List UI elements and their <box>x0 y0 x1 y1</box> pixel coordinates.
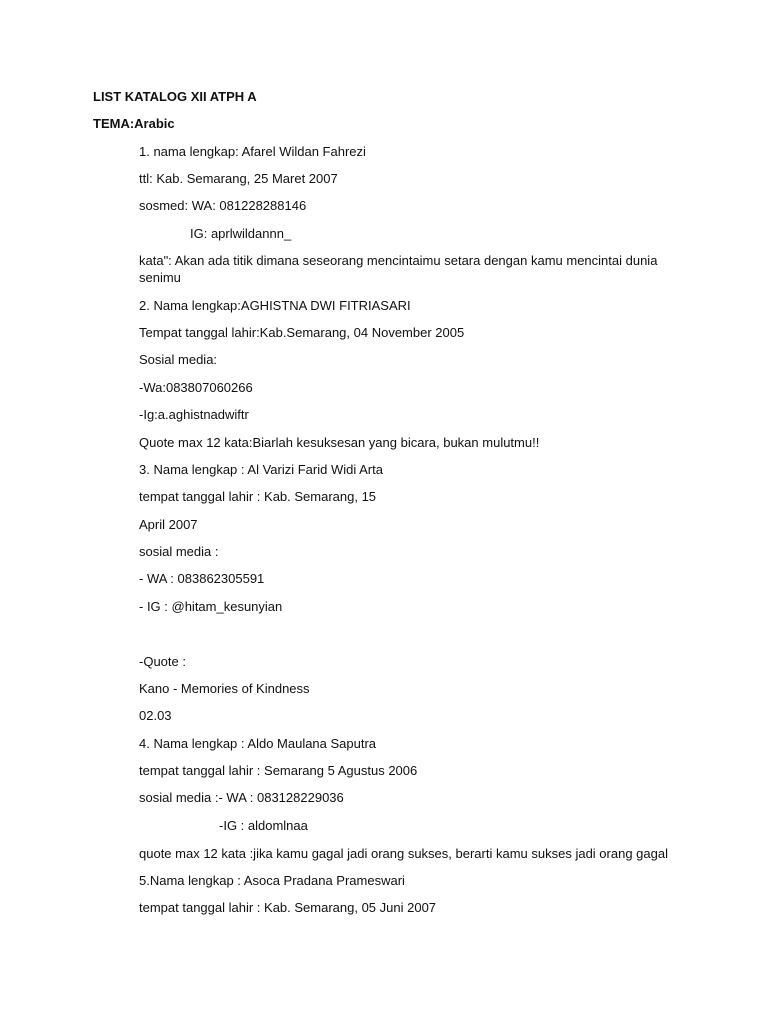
document-title: LIST KATALOG XII ATPH A <box>93 89 257 104</box>
entry-2-whatsapp: -Wa:083807060266 <box>139 380 253 395</box>
entry-4-birth: tempat tanggal lahir : Semarang 5 Agustus 2006 <box>139 763 418 778</box>
entry-1-name: 1. nama lengkap: Afarel Wildan Fahrezi <box>139 144 366 159</box>
entry-2-name: 2. Nama lengkap:AGHISTNA DWI FITRIASARI <box>139 298 411 313</box>
entry-3-instagram: - IG : @hitam_kesunyian <box>139 599 283 614</box>
entry-4-whatsapp: sosial media :- WA : 083128229036 <box>139 790 344 805</box>
entry-1-whatsapp: sosmed: WA: 081228288146 <box>139 198 307 213</box>
entry-2-instagram: -Ig:a.aghistnadwiftr <box>139 407 249 422</box>
entry-3-birth-cont: April 2007 <box>139 517 198 532</box>
entry-4-instagram: -IG : aldomlnaa <box>219 818 308 833</box>
entry-2-social-label: Sosial media: <box>139 352 218 367</box>
entry-3-quote-label: -Quote : <box>139 654 186 669</box>
document-theme: TEMA:Arabic <box>93 116 175 131</box>
entry-3-name: 3. Nama lengkap : Al Varizi Farid Widi Arta <box>139 462 383 477</box>
entry-4-name: 4. Nama lengkap : Aldo Maulana Saputra <box>139 736 377 751</box>
entry-3-birth: tempat tanggal lahir : Kab. Semarang, 15 <box>139 489 377 504</box>
entry-3-quote-time: 02.03 <box>139 708 172 723</box>
entry-3-quote: Kano - Memories of Kindness <box>139 681 310 696</box>
entry-1-birth: ttl: Kab. Semarang, 25 Maret 2007 <box>139 171 338 186</box>
entry-1-instagram: IG: aprlwildannn_ <box>190 226 292 241</box>
entry-5-birth: tempat tanggal lahir : Kab. Semarang, 05 Juni 2007 <box>139 900 437 915</box>
entry-5-name: 5.Nama lengkap : Asoca Pradana Prameswari <box>139 873 405 888</box>
entry-3-social-label: sosial media : <box>139 544 219 559</box>
entry-1-quote: kata": Akan ada titik dimana seseorang mencintaimu setara dengan kamu mencintai dunia senimu <box>139 253 658 285</box>
entry-2-birth: Tempat tanggal lahir:Kab.Semarang, 04 November 2005 <box>139 325 465 340</box>
entry-4-quote: quote max 12 kata :jika kamu gagal jadi orang sukses, berarti kamu sukses jadi orang gagal <box>139 846 668 861</box>
entry-3-whatsapp: - WA : 083862305591 <box>139 571 265 586</box>
entry-2-quote: Quote max 12 kata:Biarlah kesuksesan yang bicara, bukan mulutmu!! <box>139 435 540 450</box>
